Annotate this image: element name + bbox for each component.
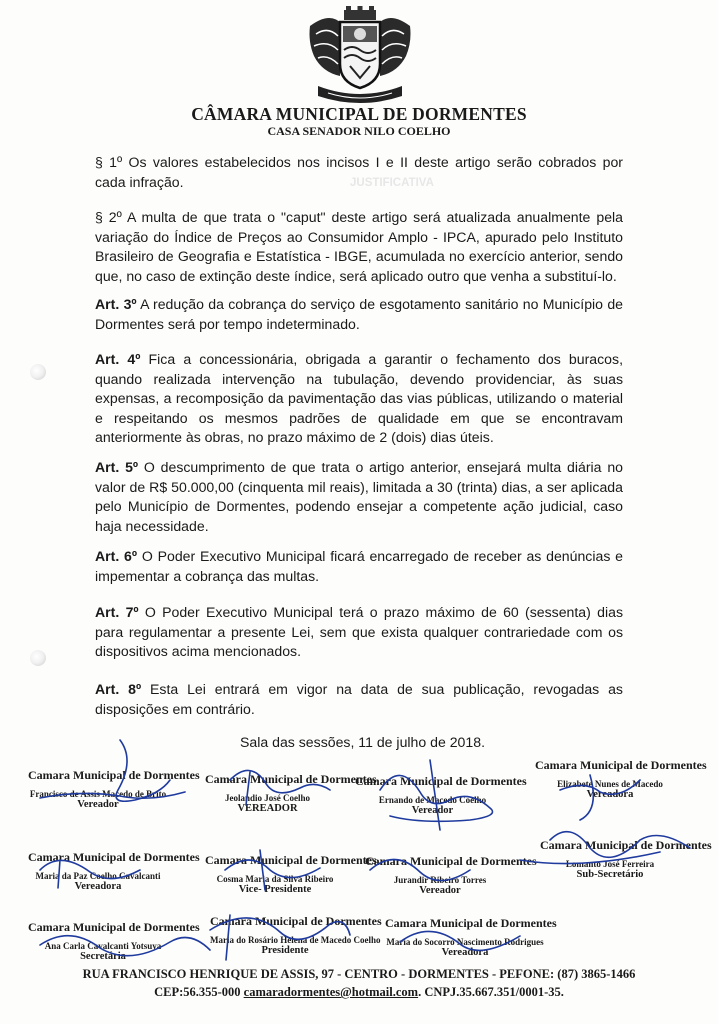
stamp-name: Elizabete Nunes de Macedo [557, 779, 663, 789]
stamp-name: Maria do Socorro Nascimento Rodrigues [386, 937, 544, 947]
footer-cep: CEP:56.355-000 [154, 985, 241, 999]
article-7 [95, 603, 623, 662]
signature-stamp-maria-do-socorro [385, 916, 557, 958]
footer-address: RUA FRANCISCO HENRIQUE DE ASSIS, 97 - CENTRO - DORMENTES - PEFONE: (87) 3865-1466 [82, 967, 636, 981]
house-subtitle: CASA SENADOR NILO COELHO [267, 124, 451, 138]
paragraph-2 [95, 208, 623, 286]
signature-stamp-francisco [28, 768, 200, 810]
article-3-text: A redução da cobrança do serviço de esgotamento sanitário no Município de Dormentes será por tempo indeterminado. [95, 296, 623, 332]
signature-stamp-lomanto [540, 838, 712, 880]
footer-email[interactable]: camaradormentes@hotmail.com [243, 985, 419, 999]
stamp-org: Camara Municipal de Dormentes [28, 850, 200, 864]
paragraph-2-text: § 2º A multa de que trata o "caput" deste artigo será atualizada anualmente pela variação do Índice de Preços ao Consumidor Amplo - IPCA, apurado pelo Instituto Brasileiro de Geografia e Estatística - IBGE, acumulada no exercício anterior, sendo que, no caso de extinção deste índice, será aplicado outro que venha a substituí-lo. [95, 209, 623, 284]
stamp-role: Vice- Presidente [238, 884, 312, 895]
paragraph-1-text: § 1º Os valores estabelecidos nos incisos I e II deste artigo serão cobrados por cada infração. [95, 154, 623, 190]
stamp-org: Camara Municipal de Dormentes [535, 758, 707, 772]
stamp-role: Vereadora [586, 789, 634, 800]
stamp-role: Sub-Secretário [576, 869, 644, 880]
article-4-text: Fica a concessionária, obrigada a garantir o fechamento dos buracos, quando realizada intervenção na tubulação, devendo providenciar, às suas expensas, a recomposição da pavimentação das vias públicas, utilizando o material e respeitando os mesmos padrões de qualidade em que se encontravam anteriormente às obras, no prazo máximo de 2 (dois) dias úteis. [95, 351, 623, 445]
stamp-role: Vereador [77, 799, 119, 810]
article-8-number: Art. 8º [95, 681, 142, 697]
stamp-name: Ana Carla Cavalcanti Yotsuya [44, 941, 162, 951]
stamp-org: Camara Municipal de Dormentes [210, 914, 382, 928]
stamp-org: Camara Municipal de Dormentes [28, 920, 200, 934]
signature-stamp-jurandir [365, 854, 537, 896]
stamp-org: Camara Municipal de Dormentes [365, 854, 537, 868]
signature-stamp-ernando [355, 774, 527, 816]
stamp-org: Camara Municipal de Dormentes [355, 774, 527, 788]
article-7-text: O Poder Executivo Municipal terá o prazo máximo de 60 (sessenta) dias para regulamentar a presente Lei, sem que exista qualquer contrariedade com os dispositivos acima mencionados. [95, 604, 623, 659]
stamp-name: Lomanto José Ferreira [565, 859, 655, 869]
municipal-coat-of-arms-icon [300, 6, 420, 106]
paragraph-1 [95, 153, 623, 192]
article-5-text: O descumprimento de que trata o artigo anterior, ensejará multa diária no valor de R$ 50.000,00 (cinquenta mil reais), limitada a 30 (trinta) dias, a ser aplicada pelo Município de Dormentes, podendo ensejar a competente ação judicial, caso haja necessidade. [95, 459, 623, 534]
signature-stamp-maria-do-rosario [210, 914, 382, 956]
stamp-role: VEREADOR [237, 803, 298, 814]
stamp-role: Secretária [80, 951, 126, 962]
article-5 [95, 458, 623, 536]
signature-stamp-cosma [205, 853, 377, 895]
stamp-role: Presidente [261, 945, 309, 956]
article-4 [95, 350, 623, 448]
article-4-number: Art. 4º [95, 351, 141, 367]
signature-stamp-jeolandio [205, 772, 377, 814]
stamp-name: Cosma Maria da Silva Ribeiro [216, 874, 334, 884]
stamp-name: Francisco de Assis Macedo de Brito [29, 789, 167, 799]
article-3-number: Art. 3º [95, 296, 137, 312]
footer-contact [0, 985, 718, 1000]
stamp-name: Ernando de Macedo Coelho [378, 795, 487, 805]
article-3 [95, 295, 623, 334]
stamp-role: Vereador [419, 885, 461, 896]
stamp-name: Maria do Rosário Helena de Macedo Coelho [210, 935, 381, 945]
article-7-number: Art. 7º [95, 604, 139, 620]
signature-stamp-elizabete [535, 758, 707, 800]
article-6-number: Art. 6º [95, 548, 138, 564]
stamp-org: Camara Municipal de Dormentes [28, 768, 200, 782]
article-6-text: O Poder Executivo Municipal ficará encarregado de receber as denúncias e impementar a cobrança das multas. [95, 548, 623, 584]
signature-stamp-maria-da-paz [28, 850, 200, 892]
stamp-role: Vereador [411, 805, 454, 816]
session-date: Sala das sessões, 11 de julho de 2018. [240, 734, 485, 750]
stamp-role: Vereadora [441, 947, 489, 958]
footer-cnpj: . CNPJ.35.667.351/0001-35. [418, 985, 564, 999]
stamp-name: Jeolandio José Coelho [224, 793, 310, 803]
signature-stamp-ana-carla [28, 920, 200, 962]
punch-hole [30, 650, 46, 666]
bleed-through-heading: JUSTIFICATIVA [350, 177, 434, 189]
stamp-org: Camara Municipal de Dormentes [205, 853, 377, 867]
punch-hole [30, 364, 46, 380]
stamp-name: Maria da Paz Coelho Cavalcanti [35, 871, 161, 881]
article-5-number: Art. 5º [95, 459, 139, 475]
article-8-text: Esta Lei entrará em vigor na data de sua publicação, revogadas as disposições em contrário. [95, 681, 623, 717]
stamp-name: Jurandir Ribeiro Torres [393, 875, 487, 885]
article-6 [95, 547, 623, 586]
chamber-title: CÂMARA MUNICIPAL DE DORMENTES [191, 104, 527, 124]
stamp-role: Vereadora [74, 881, 122, 892]
stamp-org: Camara Municipal de Dormentes [540, 838, 712, 852]
stamp-org: Camara Municipal de Dormentes [205, 772, 377, 786]
stamp-org: Camara Municipal de Dormentes [385, 916, 557, 930]
article-8 [95, 680, 623, 719]
